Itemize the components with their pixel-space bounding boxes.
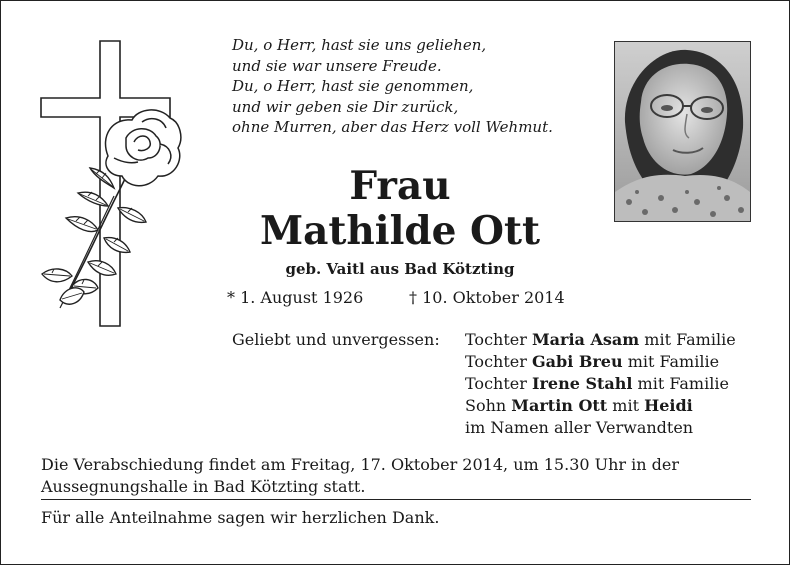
mourner-relation: Tochter bbox=[465, 352, 532, 371]
verse-line: und sie war unsere Freude. bbox=[232, 56, 442, 75]
mourner-entry bbox=[465, 395, 736, 417]
mourner-entry bbox=[465, 351, 736, 373]
mourner-entry bbox=[465, 373, 736, 395]
verse-line: Du, o Herr, hast sie genommen, bbox=[232, 77, 474, 95]
mourner-name: Maria Asam bbox=[531, 330, 640, 349]
death-date: † 10. Oktober 2014 bbox=[409, 288, 565, 307]
mourner-name: Irene Stahl bbox=[531, 374, 633, 393]
thanks-line: Für alle Anteilnahme sagen wir herzlichen Dank. bbox=[41, 508, 440, 527]
mourner-partner-name: Heidi bbox=[644, 396, 693, 415]
mourner-relation: Tochter bbox=[465, 374, 532, 393]
mourner-suffix: mit Familie bbox=[622, 352, 720, 371]
divider bbox=[41, 499, 751, 500]
verse-line: und wir geben sie Dir zurück, bbox=[232, 97, 459, 116]
birth-name: geb. Vaitl aus Bad Kötzting bbox=[285, 260, 515, 278]
mourner-relation: Sohn bbox=[465, 396, 512, 415]
mourners-label: Geliebt und unvergessen: bbox=[232, 330, 440, 349]
mourners-closing: im Namen aller Verwandten bbox=[465, 418, 694, 437]
verse-line: ohne Murren, aber das Herz voll Wehmut. bbox=[232, 118, 553, 136]
mourner-entry bbox=[465, 329, 736, 351]
deceased-name: Mathilde Ott bbox=[259, 208, 541, 254]
mourner-suffix: mit Familie bbox=[632, 374, 729, 393]
mourner-suffix: mit Familie bbox=[639, 330, 736, 349]
mourner-name: Gabi Breu bbox=[531, 352, 623, 371]
mourners-list bbox=[465, 329, 736, 439]
mourner-name: Martin Ott bbox=[511, 396, 608, 415]
memorial-verse bbox=[232, 35, 602, 138]
mourner-relation: Tochter bbox=[465, 330, 532, 349]
farewell-notice: Die Verabschiedung findet am Freitag, 17. Oktober 2014, um 15.30 Uhr in der Aussegnungshalle in Bad Kötzting statt. bbox=[41, 455, 680, 496]
deceased-title: Frau bbox=[349, 163, 451, 209]
mourner-suffix: mit bbox=[607, 396, 645, 415]
birth-date: * 1. August 1926 bbox=[227, 288, 364, 307]
verse-line: Du, o Herr, hast sie uns geliehen, bbox=[232, 36, 487, 54]
